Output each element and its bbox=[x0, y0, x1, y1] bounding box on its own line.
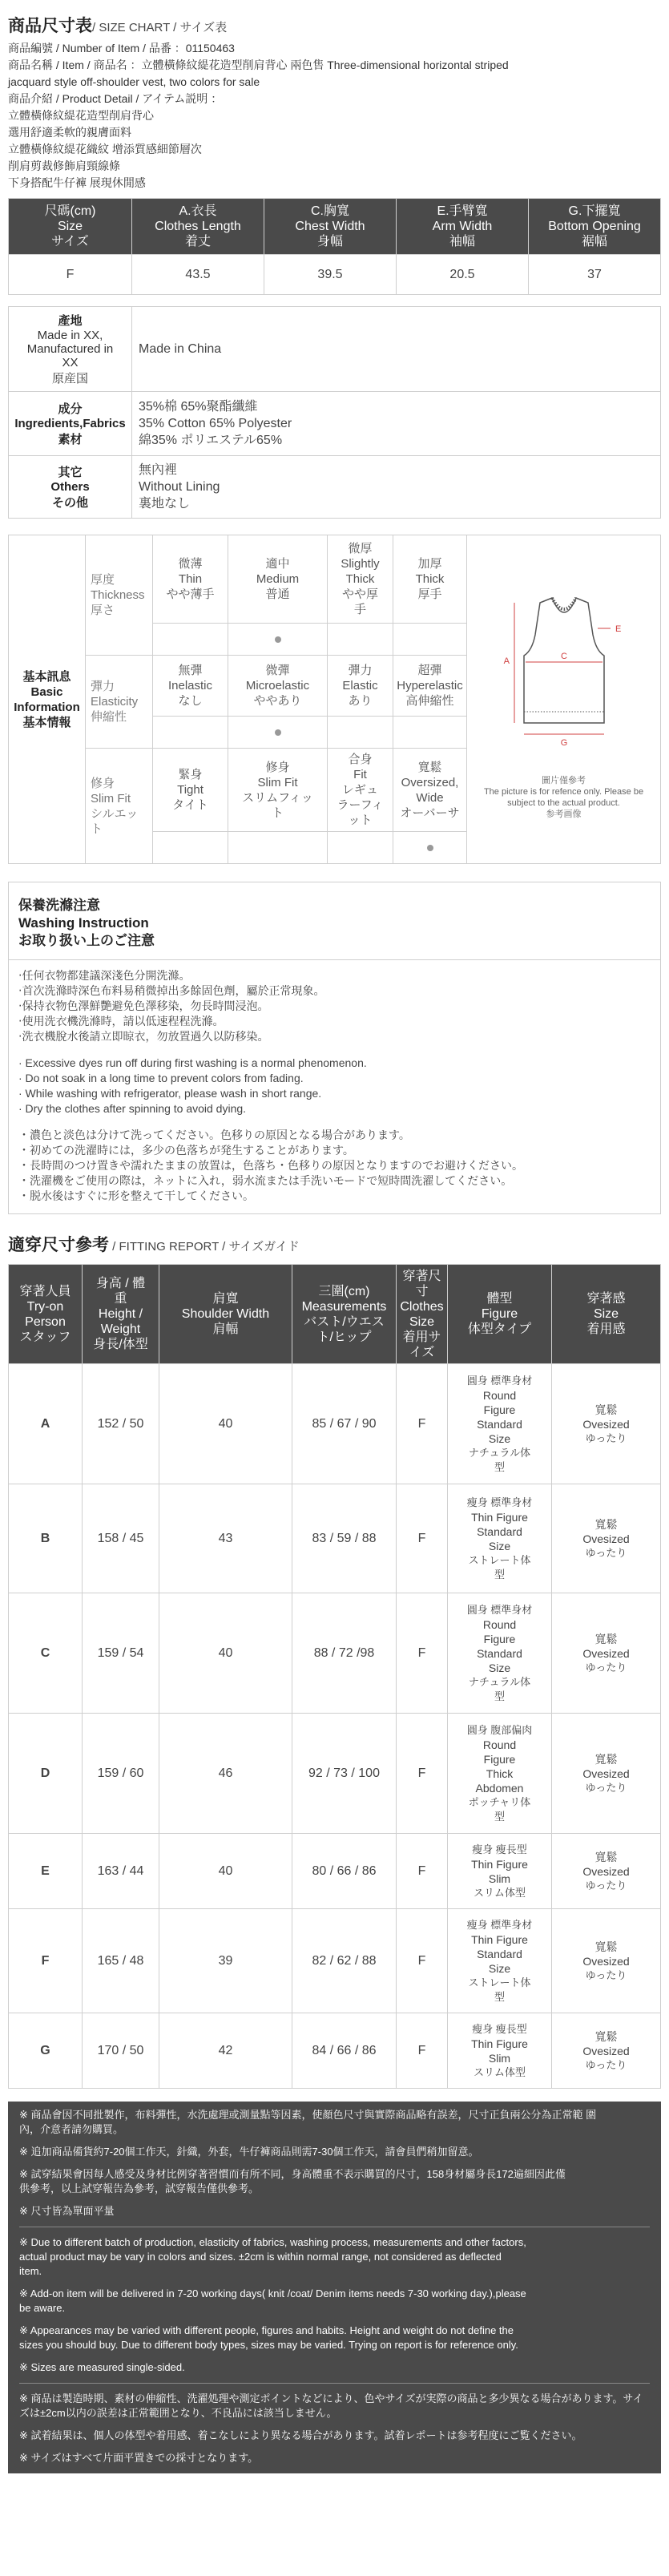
size-cell: F bbox=[397, 1714, 448, 1834]
option-slightly-thick: 微厚 Slightly Thick やや厚 手 bbox=[328, 535, 393, 624]
origin-value: Made in China bbox=[132, 307, 661, 392]
note-line: ※ 尺寸皆為單面平量 bbox=[19, 2205, 115, 2217]
size-chart-heading bbox=[8, 0, 661, 37]
option-cell bbox=[328, 832, 393, 864]
info-line: 商品名稱 / Item / 商品名 ：立體橫條紋緹花造型削肩背心 兩色售 Three-dimensional horizontal striped bbox=[8, 59, 509, 71]
feel-cell: 寬鬆 Ovesized ゆったり bbox=[552, 1593, 661, 1714]
measurements-cell: 92 / 73 / 100 bbox=[292, 1714, 397, 1834]
care-line: · Dry the clothes after spinning to avoid dying. bbox=[18, 1102, 247, 1115]
measurements-cell: 83 / 59 / 88 bbox=[292, 1484, 397, 1593]
person-cell: D bbox=[9, 1714, 83, 1834]
option-tight: 緊身 Tight タイト bbox=[153, 749, 228, 832]
option-cell-selected bbox=[228, 624, 328, 656]
option-hyperelastic: 超彈 Hyperelastic 高伸縮性 bbox=[393, 656, 467, 717]
size-cell: F bbox=[397, 1834, 448, 1909]
table-row bbox=[9, 307, 661, 392]
header-shoulder: 肩寬 Shoulder Width 肩幅 bbox=[159, 1265, 292, 1364]
washing-instruction-box bbox=[8, 882, 661, 1214]
product-info bbox=[8, 40, 661, 192]
header-arm-width: E.手臂寬 Arm Width 袖幅 bbox=[397, 199, 529, 255]
header-person: 穿著人員 Try-on Person スタッフ bbox=[9, 1265, 83, 1364]
header-measurements: 三圍(cm) Measurements バスト/ウエス ト/ヒップ bbox=[292, 1265, 397, 1364]
header-bottom-opening: G.下擺寬 Bottom Opening 裾幅 bbox=[529, 199, 661, 255]
size-chart-title: 商品尺寸表 bbox=[8, 17, 92, 35]
option-cell bbox=[393, 624, 467, 656]
care-title-ja: お取り扱い上のご注意 bbox=[18, 933, 155, 948]
vest-diagram-icon bbox=[484, 579, 644, 771]
option-cell bbox=[328, 624, 393, 656]
measurements-cell: 84 / 66 / 86 bbox=[292, 2013, 397, 2089]
note-line: ※ 試着結果は、個人の体型や着用感、着こなしにより異なる場合があります。試着レポートは参考程度にご覧ください。 bbox=[19, 2429, 582, 2441]
note-line: ※ サイズはすべて片面平置きでの採寸となります。 bbox=[19, 2452, 259, 2464]
note-line: ※ 商品は製造時期、素材の伸縮性、洗濯処理や測定ポイントなどにより、色やサイズが実際の商品と多少異なる場合があります。サイズは±2cm以内の誤差は正常範囲となり、不良品には該当しません。 bbox=[19, 2392, 643, 2419]
diagram-letter-a: A bbox=[503, 656, 510, 666]
basic-info-label: 基本訊息 Basic Information 基本情報 bbox=[9, 535, 86, 864]
note-line: ※ Appearances may be varied with different people, figures and habits. Height and weight do not define the bbox=[19, 2324, 514, 2336]
table-row bbox=[9, 255, 661, 295]
size-cell: F bbox=[397, 2013, 448, 2089]
selected-dot bbox=[275, 729, 281, 736]
figure-cell: 瘦身 標準身材 Thin Figure Standard Size ストレート体 型 bbox=[448, 1484, 552, 1593]
person-cell: G bbox=[9, 2013, 83, 2089]
material-label: 成分 Ingredients,Fabrics 素材 bbox=[9, 392, 132, 456]
feel-cell: 寬鬆 Ovesized ゆったり bbox=[552, 2013, 661, 2089]
table-row bbox=[9, 1834, 661, 1909]
header-clothes-length: A.衣長 Clothes Length 着丈 bbox=[132, 199, 264, 255]
size-cell: F bbox=[397, 1364, 448, 1484]
option-elastic: 彈力 Elastic あり bbox=[328, 656, 393, 717]
height-weight-cell: 170 / 50 bbox=[83, 2013, 159, 2089]
fitting-report-table bbox=[8, 1264, 661, 2089]
feel-cell: 寬鬆 Ovesized ゆったり bbox=[552, 1364, 661, 1484]
note-line: be aware. bbox=[19, 2302, 66, 2314]
table-row bbox=[9, 2013, 661, 2089]
option-thin: 微薄 Thin やや薄手 bbox=[153, 535, 228, 624]
fitting-heading bbox=[8, 1214, 661, 1256]
care-line: · While washing with refrigerator, please wash in short range. bbox=[18, 1087, 322, 1100]
diagram-letter-c: C bbox=[560, 652, 567, 661]
measurements-cell: 82 / 62 / 88 bbox=[292, 1909, 397, 2013]
height-weight-cell: 163 / 44 bbox=[83, 1834, 159, 1909]
figure-cell: 圓身 腹部偏肉 Round Figure Thick Abdomen ポッチャリ体 型 bbox=[448, 1714, 552, 1834]
info-line: 立體橫條紋緹花造型削肩背心 bbox=[8, 109, 154, 122]
table-row bbox=[9, 1364, 661, 1484]
care-line: ‧首次洗滌時深色布料易稍微掉出多餘固色劑，屬於正常現象。 bbox=[18, 984, 325, 997]
care-line: ・洗濯機をご使用の際は，ネットに入れ，弱水流または手洗いモードで短時間洗濯してください。 bbox=[18, 1174, 513, 1187]
option-cell bbox=[153, 717, 228, 749]
shoulder-cell: 43 bbox=[159, 1484, 292, 1593]
person-cell: F bbox=[9, 1909, 83, 2013]
person-cell: A bbox=[9, 1364, 83, 1484]
value-cell: 39.5 bbox=[264, 255, 397, 295]
selected-dot bbox=[427, 845, 433, 851]
fitting-title-sub: / FITTING REPORT / サイズガイド bbox=[109, 1240, 300, 1254]
figure-cell: 瘦身 瘦長型 Thin Figure Slim スリム体型 bbox=[448, 1834, 552, 1909]
figure-cell: 圓身 標準身材 Round Figure Standard Size ナチュラル体 型 bbox=[448, 1364, 552, 1484]
measurements-cell: 88 / 72 /98 bbox=[292, 1593, 397, 1714]
care-line: ・濃色と淡色は分けて洗ってください。色移りの原因となる場合があります。 bbox=[18, 1129, 410, 1141]
measurements-cell: 80 / 66 / 86 bbox=[292, 1834, 397, 1909]
person-cell: B bbox=[9, 1484, 83, 1593]
care-line: · Excessive dyes run off during first washing is a normal phenomenon. bbox=[18, 1056, 367, 1069]
diagram-letter-g: G bbox=[560, 738, 567, 748]
header-clothes-size: 穿著尺 寸 Clothes Size 着用サ イズ bbox=[397, 1265, 448, 1364]
option-cell bbox=[328, 717, 393, 749]
figure-cell: 瘦身 瘦長型 Thin Figure Slim スリム体型 bbox=[448, 2013, 552, 2089]
option-fit: 合身 Fit レギュ ラーフィ ット bbox=[328, 749, 393, 832]
table-row bbox=[9, 1593, 661, 1714]
person-cell: E bbox=[9, 1834, 83, 1909]
basic-info-table bbox=[8, 535, 661, 864]
note-line: 供參考，以上試穿報告為參考，試穿報告僅供參考。 bbox=[19, 2182, 260, 2194]
table-row bbox=[9, 392, 661, 456]
product-detail-table bbox=[8, 306, 661, 519]
figure-cell: 瘦身 標準身材 Thin Figure Standard Size ストレート体 型 bbox=[448, 1909, 552, 2013]
note-line: ※ Sizes are measured single-sided. bbox=[19, 2361, 185, 2373]
elasticity-label: 彈力 Elasticity 伸縮性 bbox=[86, 656, 153, 749]
fitting-title: 適穿尺寸參考 bbox=[8, 1236, 109, 1254]
care-title-zh: 保養洗滌注意 bbox=[18, 898, 100, 913]
care-line: · Do not soak in a long time to prevent colors from fading. bbox=[18, 1072, 304, 1084]
care-line: ‧任何衣物都建議深淺色分開洗滌。 bbox=[18, 969, 191, 982]
header-figure: 體型 Figure 体型タイプ bbox=[448, 1265, 552, 1364]
table-row bbox=[9, 1484, 661, 1593]
size-cell: F bbox=[397, 1909, 448, 2013]
care-line: ・脱水後はすぐに形を整えて干してください。 bbox=[18, 1189, 254, 1202]
height-weight-cell: 159 / 54 bbox=[83, 1593, 159, 1714]
origin-label: 產地 Made in XX, Manufactured in XX 原産国 bbox=[9, 307, 132, 392]
height-weight-cell: 158 / 45 bbox=[83, 1484, 159, 1593]
size-cell: F bbox=[397, 1484, 448, 1593]
shoulder-cell: 39 bbox=[159, 1909, 292, 2013]
feel-cell: 寬鬆 Ovesized ゆったり bbox=[552, 1714, 661, 1834]
table-row bbox=[9, 1714, 661, 1834]
note-line: item. bbox=[19, 2265, 42, 2277]
header-chest-width: C.胸寬 Chest Width 身幅 bbox=[264, 199, 397, 255]
value-cell: 37 bbox=[529, 255, 661, 295]
measurements-cell: 85 / 67 / 90 bbox=[292, 1364, 397, 1484]
selected-dot bbox=[275, 636, 281, 643]
care-line: ‧使用洗衣機洗滌時，請以低速程程洗滌。 bbox=[18, 1015, 224, 1028]
value-cell: 43.5 bbox=[132, 255, 264, 295]
shoulder-cell: 40 bbox=[159, 1593, 292, 1714]
note-line: ※ Add-on item will be delivered in 7-20 working days( knit /coat/ Denim items needs 7-30 working day.),please bbox=[19, 2287, 526, 2299]
option-cell-selected bbox=[393, 832, 467, 864]
option-cell-selected bbox=[228, 717, 328, 749]
info-line: 商品編號 / Number of Item / 品番 ：01150463 bbox=[8, 42, 235, 55]
others-value: 無內裡 Without Lining 裏地なし bbox=[132, 456, 661, 519]
info-line: 選用舒適柔軟的親膚面料 bbox=[8, 126, 131, 139]
option-slim-fit: 修身 Slim Fit スリムフィッ ト bbox=[228, 749, 328, 832]
option-microelastic: 微彈 Microelastic ややあり bbox=[228, 656, 328, 717]
option-inelastic: 無彈 Inelastic なし bbox=[153, 656, 228, 717]
feel-cell: 寬鬆 Ovesized ゆったり bbox=[552, 1484, 661, 1593]
note-line: actual product may be vary in colors and sizes. ±2cm is within normal range, not considered as deflected bbox=[19, 2251, 502, 2263]
care-line: ・長時間のつけ置きや濡れたままの放置は，色落ち・色移りの原因となりますのでお避けください。 bbox=[18, 1159, 523, 1172]
note-line: 內，介意者請勿購買。 bbox=[19, 2123, 124, 2135]
person-cell: C bbox=[9, 1593, 83, 1714]
size-cell: F bbox=[9, 255, 132, 295]
info-line: 下身搭配牛仔褲 展現休閒感 bbox=[8, 176, 146, 189]
option-medium: 適中 Medium 普通 bbox=[228, 535, 328, 624]
option-oversized: 寬鬆 Oversized, Wide オーバーサ bbox=[393, 749, 467, 832]
info-line: 立體橫條紋緹花織紋 增添質感細節層次 bbox=[8, 143, 202, 155]
info-line: 削肩剪裁修飾肩頸線條 bbox=[8, 159, 120, 172]
care-title-en: Washing Instruction bbox=[18, 915, 149, 931]
note-line: ※ Due to different batch of production, elasticity of fabrics, washing process, measurements and other factors, bbox=[19, 2236, 526, 2248]
option-thick: 加厚 Thick 厚手 bbox=[393, 535, 467, 624]
info-line: jacquard style off-shoulder vest, two colors for sale bbox=[8, 75, 260, 88]
table-row bbox=[9, 456, 661, 519]
diagram-letter-e: E bbox=[615, 624, 621, 634]
option-cell bbox=[228, 832, 328, 864]
info-line: 商品介紹 / Product Detail / アイテム説明 ： bbox=[8, 92, 223, 105]
feel-cell: 寬鬆 Ovesized ゆったり bbox=[552, 1834, 661, 1909]
thickness-label: 厚度 Thickness 厚さ bbox=[86, 535, 153, 656]
height-weight-cell: 152 / 50 bbox=[83, 1364, 159, 1484]
shoulder-cell: 40 bbox=[159, 1834, 292, 1909]
table-row bbox=[9, 1909, 661, 2013]
shoulder-cell: 40 bbox=[159, 1364, 292, 1484]
header-size: 尺碼(cm) Size サイズ bbox=[9, 199, 132, 255]
header-feel: 穿著感 Size 着用感 bbox=[552, 1265, 661, 1364]
note-line: ※ 商品會因不同批製作，布料彈性，水洗處理或測量點等因素，使顏色尺寸與實際商品略有誤差，尺寸正負兩公分為正常範 圍 bbox=[19, 2109, 597, 2121]
fit-label: 修身 Slim Fit シルエッ ト bbox=[86, 749, 153, 864]
size-cell: F bbox=[397, 1593, 448, 1714]
header-height-weight: 身高 / 體 重 Height / Weight 身長/体型 bbox=[83, 1265, 159, 1364]
thickness-row bbox=[9, 535, 661, 624]
garment-diagram bbox=[467, 535, 661, 864]
diagram-caption: 圖片僅參考 The picture is for refence only. Please be subject to the actual product. 参考画像 bbox=[483, 776, 644, 819]
value-cell: 20.5 bbox=[397, 255, 529, 295]
note-line: ※ 追加商品備貨約7-20個工作天，針織，外套，牛仔褲商品則需7-30個工作天，請會員們稍加留意。 bbox=[19, 2146, 479, 2158]
care-line: ‧洗衣機脫水後請立即晾衣，勿放置過久以防移染。 bbox=[18, 1030, 269, 1043]
option-cell bbox=[153, 624, 228, 656]
feel-cell: 寬鬆 Ovesized ゆったり bbox=[552, 1909, 661, 2013]
material-value: 35%棉 65%聚酯纖維 35% Cotton 65% Polyester 綿35% ポリエステル65% bbox=[132, 392, 661, 456]
note-line: sizes you should buy. Due to different body types, sizes may be varied. Trying on report is for reference only. bbox=[19, 2339, 518, 2351]
size-chart-table bbox=[8, 198, 661, 295]
shoulder-cell: 42 bbox=[159, 2013, 292, 2089]
option-cell bbox=[153, 832, 228, 864]
shoulder-cell: 46 bbox=[159, 1714, 292, 1834]
size-chart-title-sub: / SIZE CHART / サイズ表 bbox=[92, 21, 228, 34]
figure-cell: 圓身 標準身材 Round Figure Standard Size ナチュラル体 型 bbox=[448, 1593, 552, 1714]
height-weight-cell: 165 / 48 bbox=[83, 1909, 159, 2013]
others-label: 其它 Others その他 bbox=[9, 456, 132, 519]
option-cell bbox=[393, 717, 467, 749]
care-line: ・初めての洗濯時には，多少の色落ちが発生することがあります。 bbox=[18, 1144, 354, 1157]
notes-box bbox=[8, 2102, 661, 2473]
note-line: ※ 試穿結果會因每人感受及身材比例穿著習慣而有所不同，身高體重不表示購買的尺寸，158身材屬身長172遍細因此僅 bbox=[19, 2168, 566, 2180]
height-weight-cell: 159 / 60 bbox=[83, 1714, 159, 1834]
care-line: ‧保持衣物色澤鮮艷避免色澤移染，勿長時間浸泡。 bbox=[18, 999, 269, 1012]
